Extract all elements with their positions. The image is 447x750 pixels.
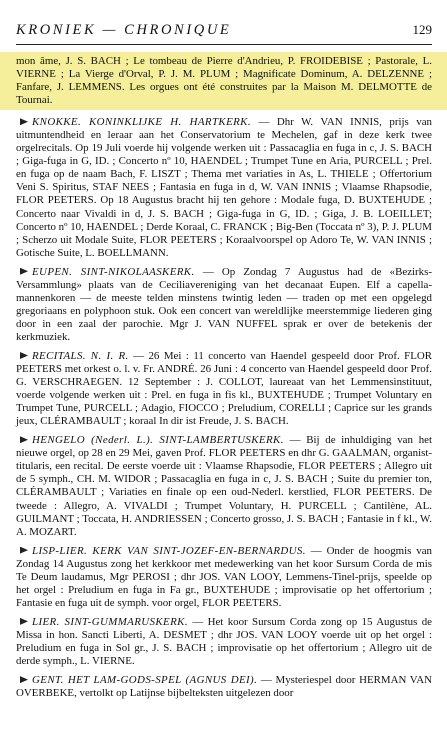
page-header-title: KRONIEK — CHRONIQUE <box>16 22 232 38</box>
entry-knokke <box>16 116 432 260</box>
highlighted-passage <box>0 52 447 110</box>
page-number: 129 <box>412 22 432 37</box>
entry-lier <box>16 616 432 668</box>
bullet-icon <box>20 676 28 683</box>
bullet-icon <box>20 436 28 443</box>
bullet-icon <box>20 618 28 625</box>
bullet-icon <box>20 352 28 359</box>
highlighted-text: mon âme, J. S. BACH ; Le tombeau de Pierre d'Andrieu, P. FROIDEBISE ; Pastorale, L. VIERNE ; La Vierge d'Orval, P. J. M. PLUM ; Magnificate Dominum, A. DELZENNE ; Fanfare, J. LEMMENS. Les orgues ont été construites par la Maison M. DELMOTTE de Tournai. <box>16 55 432 107</box>
running-header <box>16 22 432 45</box>
entry-location: GENT. HET LAM-GODS-SPEL (AGNUS DEI). <box>32 674 258 687</box>
entry-gent <box>16 674 432 700</box>
entry-location: LIER. SINT-GUMMARUSKERK. <box>32 615 188 628</box>
entry-text: — Dhr W. VAN INNIS, prijs van uitmuntendheid en leraar aan het Conservatorium te Mechelen, gaf in deze kerk twee orgelrecitals. Op 19 Juli voerde hij volgende werken uit : Passacaglia en fuga in c, J. S. BACH ; Giga-fuga in G, ID. ; Concerto nº 10, HAENDEL ; Trumpet Tune en Aria, PURCELL ; Prel. en fuga op de naam Bach, F. LISZT ; Thema met variaties in As, L. THIELE ; Offertorium Veni S. Spiritus, STAF NEES ; Fantasia en fuga in d, W. VAN INNIS ; Vlaamse Rhapsodie, FLOR PEETERS. Op 18 Augustus bracht hij ten gehore : Modale fuga, D. BUXTEHUDE ; Concerto naar Vivaldi in d, J. S. BACH ; Giga-fuga in G, ID. ; Giga, J. B. LOEILLET; Concerto nº 10, HAENDEL ; Derde Koraal, C. FRANCK ; Big-Ben (Toccata nº 3), P. J. PLUM ; Scherzo uit Modale Suite, FLOR PEETERS ; Koraalvoorspel op Adoro Te, W. VAN INNIS ; Gotische Suite, L. BOELLMANN. <box>16 116 432 259</box>
entry-location: RECITALS. N. I. R. <box>32 349 129 362</box>
entry-eupen <box>16 266 432 344</box>
entry-text: — Onder de hoogmis van Zondag 14 Augustus zong het kerkkoor met medewerking van het koor Sursum Corda de mis Te Deum laudamus, Mgr PEROSI ; dhr JOS. VAN LOOY, Lemmens-Tinel-prijs, speelde op het orgel : Preludium en fuga in Fa gr., BUXTEHUDE ; improvisatie op het offertorium ; Fantasie en fuga uit de symph. voor orgel, FLOR PEETERS. <box>16 544 432 609</box>
bullet-icon <box>20 547 28 554</box>
entry-hengelo <box>16 434 432 538</box>
entry-lisp-lier <box>16 545 432 610</box>
entry-text: — Op Zondag 7 Augustus had de «Bezirks-Versammlung» plaats van de Ceciliavereniging van het decanaat Eupen. Elf a capella-mannenkoren — de meeste telden minstens twintig leden — traden op met een opgelegd gregoriaans en polyphoon stuk. Ook een concert van wereldlijke meerstemmige liederen ging door in een zaal der parochie. Mgr J. VAN NUFFEL sprak er over de betekenis der kerkmuziek. <box>16 265 432 343</box>
entry-location: KNOKKE. KONINKLIJKE H. HARTKERK. <box>32 116 251 129</box>
entry-location: EUPEN. SINT-NIKOLAASKERK. <box>32 265 195 278</box>
entry-recitals <box>16 350 432 428</box>
bullet-icon <box>20 268 28 275</box>
entry-text: — Het koor Sursum Corda zong op 15 Augustus de Missa in hon. Sancti Liberti, A. DESMET ; dhr JOS. VAN LOOY voerde uit op het orgel : Preludium en fuga in Sol gr., J. S. BACH ; improvisatie op het offertorium ; Allegro uit de derde symph., L. VIERNE. <box>16 615 432 668</box>
entry-text: — Mysteriespel door HERMAN VAN OVERBEKE, vertolkt op Latijnse bijbelteksten uitgelezen door <box>16 674 432 700</box>
entry-location: HENGELO (Nederl. L.). SINT-LAMBERTUSKERK. <box>32 434 284 447</box>
bullet-icon <box>20 118 28 125</box>
entry-text: — 26 Mei : 11 concerto van Haendel gespeeld door Prof. FLOR PEETERS met orkest o. l. v. Fr. ANDRÉ. 26 Juni : 4 concerto van Haendel gespeeld door Prof. G. VERSCHRAEGEN. 12 September : J. COLLOT, laureaat van het Lemmensinstituut, voerde volgende werken uit : Prel. en fuga in fis kl., BUXTEHUDE ; Trumpet Voluntary en Trumpet Tune, PURCELL ; Adagio, FIOCCO ; Preludium, CORELLI ; Caprice sur les grands jeux, CLÉRAMBAULT ; koraal In dir ist Freude, J. S. BACH. <box>16 349 432 428</box>
entry-location: LISP-LIER. KERK VAN SINT-JOZEF-EN-BERNARDUS. <box>32 544 306 557</box>
entry-text: — Bij de inhuldiging van het nieuwe orgel, op 28 en 29 Mei, gaven Prof. FLOR PEETERS en dhr G. GAALMAN, organist-titularis, een recital. De eerste voerde uit : Vlaamse Rhapsodie, FLOR PEETERS ; Allegro uit de 5 symph., CH. M. WIDOR ; Passacaglia en fuga in c, J. S. BACH ; Suite du premier ton, CLÉRAMBAULT ; Variaties en finale op een oud-Nederl. kerstlied, FLOR PEETERS. De tweede : Allegro, A. VIVALDI ; Trumpet Voluntary, H. PURCELL ; Cantilène, AL. GUILMANT ; Toccata, H. ANDRIESSEN ; Concerto grosso, J. S. BACH ; Fantasie in f kl., W. A. MOZART. <box>16 434 432 538</box>
